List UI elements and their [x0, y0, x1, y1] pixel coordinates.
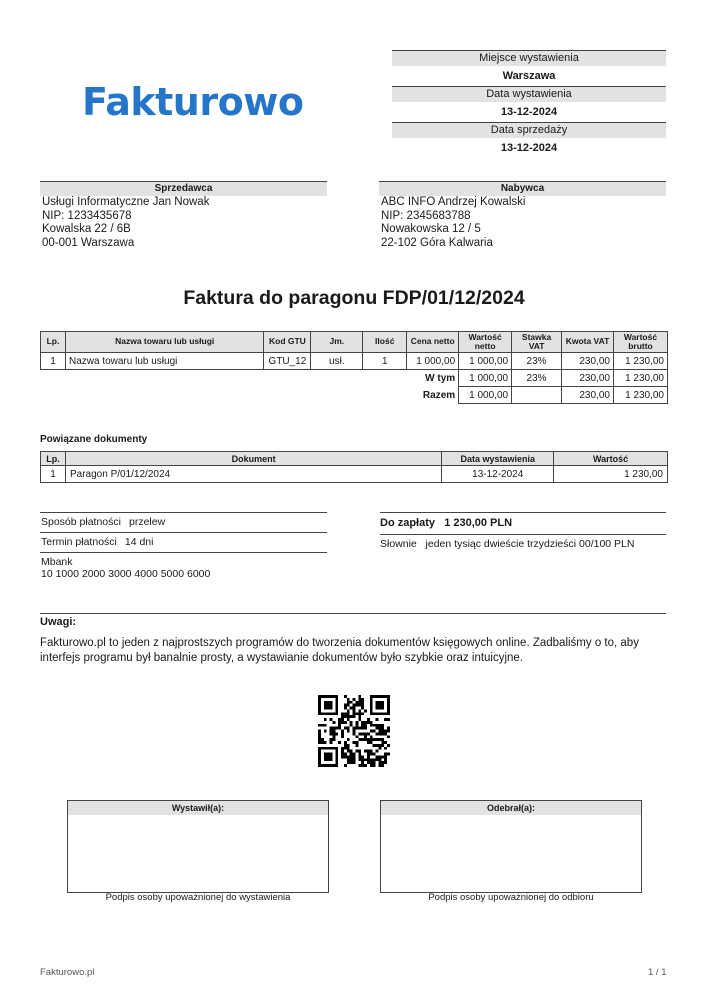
cell: 23%: [512, 370, 562, 387]
sale-date-value: 13-12-2024: [500, 142, 558, 154]
related-docs-table: [40, 451, 668, 483]
account-number: 10 1000 2000 3000 4000 5000 6000: [41, 568, 211, 580]
amount-words-value: jeden tysiąc dwieście trzydzieści 00/100 PLN: [425, 538, 635, 550]
cell: 1: [363, 353, 407, 370]
cell: 1 230,00: [554, 466, 668, 483]
qr-code-icon: [318, 695, 390, 767]
col-header: Wartość: [554, 452, 668, 466]
cell: 1 230,00: [613, 370, 667, 387]
related-docs-title: Powiązane dokumenty: [40, 434, 148, 445]
col-header: Wartość brutto: [613, 332, 667, 353]
amount-due-value: 1 230,00 PLN: [444, 517, 513, 529]
buyer-block: [379, 181, 666, 250]
col-header: Data wystawienia: [442, 452, 554, 466]
wtym-label: W tym: [425, 372, 456, 384]
cell: 1 000,00: [459, 387, 512, 404]
cell: 230,00: [562, 353, 614, 370]
col-header: Kwota VAT: [562, 332, 614, 353]
items-table: [40, 331, 668, 404]
seller-line: Kowalska 22 / 6B: [42, 223, 131, 236]
col-header: Jm.: [311, 332, 363, 353]
cell: 1 000,00: [407, 353, 459, 370]
company-logo: Fakturowo: [82, 80, 304, 124]
footer-site: Fakturowo.pl: [40, 967, 95, 978]
receiver-signature-label: Odebrał(a):: [381, 801, 641, 815]
payment-method-label: Sposób płatności: [41, 516, 121, 528]
invoice-title: Faktura do paragonu FDP/01/12/2024: [183, 287, 525, 309]
divider: [40, 613, 666, 614]
table-row: [41, 466, 668, 483]
docs-header-row: [41, 452, 668, 466]
amount-due-row: [380, 512, 666, 535]
remarks-text: Fakturowo.pl to jeden z najprostszych programów do tworzenia dokumentów księgowych online. Zadbaliśmy o to, aby interfejs programu był banalnie prosty, a wystawianie dokumentów było szybkie oraz intuicyjne.: [40, 637, 639, 664]
col-header: Kod GTU: [264, 332, 311, 353]
col-header: Lp.: [41, 332, 66, 353]
buyer-header: Nabywca: [379, 181, 666, 196]
bank-account: [40, 552, 327, 580]
invoice-meta: [392, 50, 666, 158]
payment-term-value: 14 dni: [124, 536, 154, 548]
cell: 1 230,00: [613, 387, 667, 404]
issue-date-value: 13-12-2024: [500, 106, 558, 118]
footer-page-number: 1 / 1: [648, 967, 667, 978]
col-header: Dokument: [65, 452, 441, 466]
place-value: Warszawa: [502, 70, 556, 82]
razem-row: [41, 387, 668, 404]
cell: 1: [41, 466, 66, 483]
cell: 1 000,00: [459, 353, 512, 370]
razem-label: Razem: [422, 389, 456, 401]
cell: 230,00: [562, 370, 614, 387]
receiver-signature-caption: Podpis osoby upoważnionej do odbioru: [428, 892, 594, 903]
col-header: Nazwa towaru lub usługi: [65, 332, 263, 353]
payment-term-label: Termin płatności: [41, 536, 117, 548]
amount-due-label: Do zapłaty: [380, 517, 436, 529]
cell: 13-12-2024: [442, 466, 554, 483]
issuer-signature-label: Wystawił(a):: [68, 801, 328, 815]
cell: Nazwa towaru lub usługi: [65, 353, 263, 370]
buyer-line: ABC INFO Andrzej Kowalski: [381, 196, 526, 208]
wtym-row: [41, 370, 668, 387]
seller-block: [40, 181, 327, 250]
buyer-line: Nowakowska 12 / 5: [381, 223, 481, 236]
remarks-label: Uwagi:: [40, 616, 77, 628]
payment-method-value: przelew: [128, 516, 166, 528]
seller-line: 00-001 Warszawa: [42, 236, 135, 249]
cell: 1: [41, 353, 66, 370]
col-header: Lp.: [41, 452, 66, 466]
sale-date-label: Data sprzedaży: [392, 122, 666, 138]
col-header: Ilość: [363, 332, 407, 353]
place-label: Miejsce wystawienia: [392, 50, 666, 66]
buyer-line: NIP: 2345683788: [381, 209, 471, 222]
cell: 1 230,00: [613, 353, 667, 370]
bank-name: Mbank: [41, 556, 73, 568]
amount-words-label: Słownie: [380, 538, 417, 550]
cell: usł.: [311, 353, 363, 370]
seller-line: Usługi Informatyczne Jan Nowak: [42, 196, 210, 208]
payment-method-row: [40, 512, 327, 532]
amount-words-row: [380, 535, 666, 554]
col-header: Cena netto: [407, 332, 459, 353]
buyer-line: 22-102 Góra Kalwaria: [381, 236, 493, 249]
cell: [512, 387, 562, 404]
table-row: [41, 353, 668, 370]
cell: 23%: [512, 353, 562, 370]
payment-term-row: [40, 532, 327, 552]
cell: 230,00: [562, 387, 614, 404]
seller-line: NIP: 1233435678: [42, 209, 132, 222]
col-header: Stawka VAT: [512, 332, 562, 353]
payment-block: [40, 512, 327, 580]
issuer-signature-box: [67, 800, 329, 893]
issuer-signature-caption: Podpis osoby upoważnionej do wystawienia: [105, 892, 291, 903]
receiver-signature-box: [380, 800, 642, 893]
items-header-row: [41, 332, 668, 353]
seller-header: Sprzedawca: [40, 181, 327, 196]
amount-due-block: [380, 512, 666, 554]
issue-date-label: Data wystawienia: [392, 86, 666, 102]
cell: Paragon P/01/12/2024: [65, 466, 441, 483]
col-header: Wartość netto: [459, 332, 512, 353]
cell: 1 000,00: [459, 370, 512, 387]
cell: GTU_12: [264, 353, 311, 370]
